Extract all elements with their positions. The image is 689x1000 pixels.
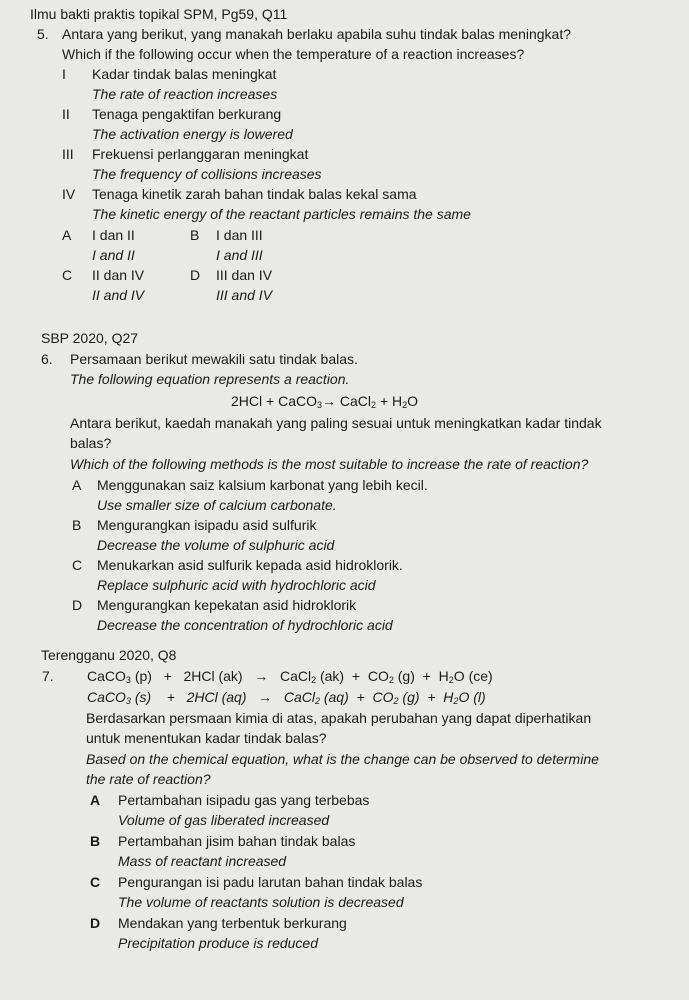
option-en: III and IV bbox=[216, 287, 273, 303]
statement-ms: Frekuensi perlanggaran meningkat bbox=[92, 146, 309, 162]
section-2-header: SBP 2020, Q27 bbox=[41, 330, 139, 346]
question-5-text-en: Which if the following occur when the temperature of a reaction increases? bbox=[62, 46, 525, 62]
option-ms: Mengurangkan isipadu asid sulfurik bbox=[97, 517, 317, 533]
option-letter: C bbox=[62, 267, 73, 283]
option-letter: B bbox=[72, 517, 82, 533]
option-en: I and II bbox=[92, 247, 135, 263]
option-letter: D bbox=[90, 915, 101, 931]
question-7-text-ms-line2: untuk menentukan kadar tindak balas? bbox=[86, 730, 327, 746]
statement-ms: Kadar tindak balas meningkat bbox=[92, 66, 277, 82]
statement-ms: Tenaga kinetik zarah bahan tindak balas kekal sama bbox=[92, 186, 417, 202]
statement-ms: Tenaga pengaktifan berkurang bbox=[92, 106, 282, 122]
statement-en: The kinetic energy of the reactant particles remains the same bbox=[92, 206, 471, 222]
section-1-header: Ilmu bakti praktis topikal SPM, Pg59, Q11 bbox=[30, 6, 288, 22]
option-en: The volume of reactants solution is decreased bbox=[118, 894, 404, 910]
option-letter: B bbox=[190, 227, 200, 243]
option-letter: C bbox=[90, 874, 101, 890]
reaction-equation: 2HCl + CaCO$_3$→ CaCl$_2$ + $H_2O$ bbox=[231, 393, 419, 410]
question-6-number: 6. bbox=[41, 351, 53, 367]
statement-en: The activation energy is lowered bbox=[92, 126, 293, 142]
question-7-text-en-line1: Based on the chemical equation, what is the change can be observed to determine bbox=[86, 751, 599, 767]
statement-number: III bbox=[62, 146, 74, 162]
question-6-text-ms-line2: balas? bbox=[70, 435, 112, 451]
question-7-text-ms-line1: Berdasarkan persmaan kimia di atas, apakah perubahan yang dapat diperhatikan bbox=[86, 710, 592, 726]
equation-ms: CaCO$_3$ (p) + 2HCl (ak) → CaCl$_2$ $(ak) + CO_2$ $(g) + H_2O$ (ce) bbox=[87, 668, 493, 685]
option-ms: Menggunakan saiz kalsium karbonat yang lebih kecil. bbox=[97, 477, 428, 493]
option-en: Precipitation produce is reduced bbox=[118, 935, 319, 951]
option-ms: Mengurangkan kepekatan asid hidroklorik bbox=[97, 597, 357, 613]
option-en: Volume of gas liberated increased bbox=[118, 812, 330, 828]
option-letter: C bbox=[72, 557, 83, 573]
question-7-text-en-line2: the rate of reaction? bbox=[86, 771, 211, 787]
equation-en: CaCO$_3$ (s) + 2HCl (aq) → CaCl$_2$ $(aq) + CO_2$ $(g) + H_2O$ (l) bbox=[87, 689, 486, 706]
option-letter: A bbox=[62, 227, 72, 243]
question-6-intro-ms: Persamaan berikut mewakili satu tindak balas. bbox=[70, 351, 358, 367]
option-ms: Pertambahan isipadu gas yang terbebas bbox=[118, 792, 370, 808]
section-3-header: Terengganu 2020, Q8 bbox=[41, 647, 177, 663]
option-en: I and III bbox=[216, 247, 263, 263]
question-6-text-ms-line1: Antara berikut, kaedah manakah yang paling sesuai untuk meningkatkan kadar tindak bbox=[70, 415, 602, 431]
question-5-number: 5. bbox=[37, 26, 49, 42]
option-ms: Pertambahan jisim bahan tindak balas bbox=[118, 833, 356, 849]
statement-number: II bbox=[62, 106, 70, 122]
option-ms: Pengurangan isi padu larutan bahan tindak balas bbox=[118, 874, 423, 890]
option-en: Decrease the volume of sulphuric acid bbox=[97, 537, 335, 553]
option-en: Use smaller size of calcium carbonate. bbox=[97, 497, 337, 513]
question-6-intro-en: The following equation represents a reaction. bbox=[70, 371, 350, 387]
option-ms: III dan IV bbox=[216, 267, 273, 283]
option-ms: I dan III bbox=[216, 227, 263, 243]
question-7-number: 7. bbox=[42, 668, 54, 684]
option-ms: Mendakan yang terbentuk berkurang bbox=[118, 915, 347, 931]
question-5-text-ms: Antara yang berikut, yang manakah berlaku apabila suhu tindak balas meningkat? bbox=[62, 26, 571, 42]
statement-en: The frequency of collisions increases bbox=[92, 166, 322, 182]
option-en: Replace sulphuric acid with hydrochloric acid bbox=[97, 577, 376, 593]
option-letter: B bbox=[90, 833, 101, 849]
option-letter: D bbox=[72, 597, 83, 613]
statement-number: IV bbox=[62, 186, 76, 202]
statement-number: I bbox=[62, 66, 66, 82]
option-ms: II dan IV bbox=[92, 267, 145, 283]
option-en: II and IV bbox=[92, 287, 145, 303]
option-en: Mass of reactant increased bbox=[118, 853, 287, 869]
option-letter: D bbox=[190, 267, 201, 283]
option-letter: A bbox=[90, 792, 101, 808]
option-en: Decrease the concentration of hydrochloric acid bbox=[97, 617, 393, 633]
question-6-text-en: Which of the following methods is the most suitable to increase the rate of reaction? bbox=[70, 456, 589, 472]
option-letter: A bbox=[72, 477, 82, 493]
statement-en: The rate of reaction increases bbox=[92, 86, 278, 102]
option-ms: Menukarkan asid sulfurik kepada asid hidroklorik. bbox=[97, 557, 403, 573]
option-ms: I dan II bbox=[92, 227, 135, 243]
